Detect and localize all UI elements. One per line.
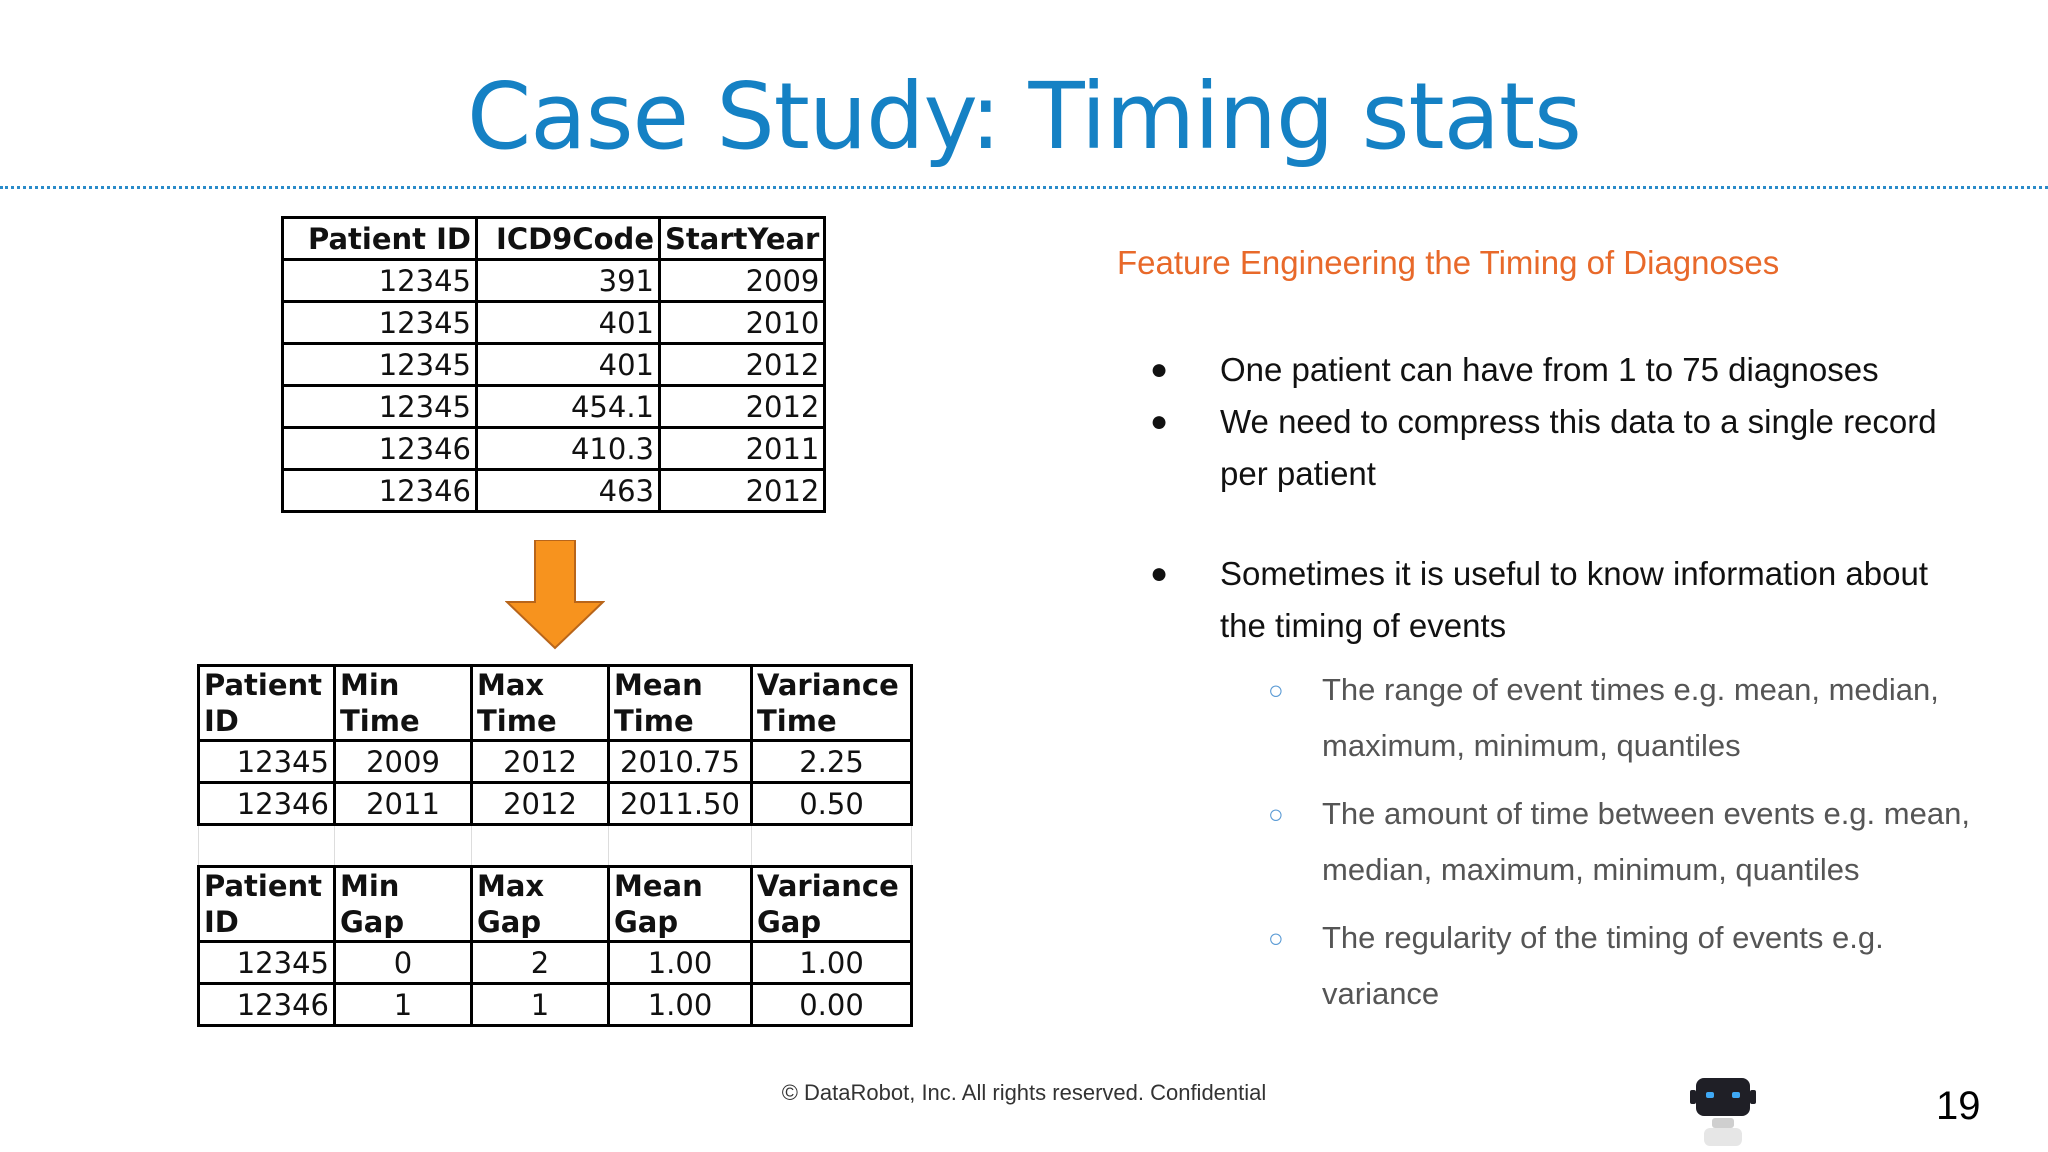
sub-bullet-text: variance [1322,976,1440,1011]
table-row [283,428,825,470]
table-cell: 1 [472,984,609,1026]
column-header: Min Gap [335,867,472,942]
table-cell: 2012 [660,386,825,428]
table-row [199,741,912,783]
column-header: Max Gap [472,867,609,942]
diagnoses-table [281,216,826,513]
table-header-row [199,867,912,942]
column-header: Variance Time [752,666,912,741]
title-divider [0,186,2048,189]
table-cell: 463 [477,470,660,512]
column-header: Min Time [335,666,472,741]
copyright-footer: © DataRobot, Inc. All rights reserved. Confidential [781,1080,1267,1105]
table-spacer-row [199,825,912,867]
table-cell: 12346 [199,783,335,825]
table-cell: 2009 [660,260,825,302]
table-row [199,783,912,825]
table-row [199,942,912,984]
table-cell: 12346 [199,984,335,1026]
column-header: Mean Time [609,666,752,741]
timing-stats-table [197,664,913,1027]
sub-bullet-text: maximum, minimum, quantiles [1322,728,1741,763]
bullet-icon: ● [1150,557,1169,590]
sub-bullet-text: median, maximum, minimum, quantiles [1322,852,1860,887]
table-cell: 0.50 [752,783,912,825]
section-subtitle: Feature Engineering the Timing of Diagnoses [1117,244,1780,281]
column-header: Patient ID [199,666,335,741]
slide-title: Case Study: Timing stats [466,63,1581,170]
table-cell: 12346 [283,470,477,512]
column-header: Patient ID [199,867,335,942]
table-cell: 2011 [660,428,825,470]
table-cell: 2010.75 [609,741,752,783]
table-cell: 12345 [283,344,477,386]
bullet-text: Sometimes it is useful to know information about [1220,555,1929,592]
table-cell: 0 [335,942,472,984]
table-cell: 2.25 [752,741,912,783]
table-header-row [199,666,912,741]
sub-bullet-icon: ○ [1268,675,1284,705]
table-cell: 12345 [199,942,335,984]
table-cell: 12346 [283,428,477,470]
bullet-text: the timing of events [1220,607,1507,644]
column-header: ICD9Code [477,218,660,260]
table-cell: 2009 [335,741,472,783]
table-cell: 1.00 [609,984,752,1026]
table-row [283,386,825,428]
table-cell: 12345 [199,741,335,783]
column-header: Patient ID [283,218,477,260]
bullet-icon: ● [1150,353,1169,386]
sub-bullet-text: The amount of time between events e.g. mean, [1322,796,1970,831]
table-cell: 2012 [472,783,609,825]
table-cell: 454.1 [477,386,660,428]
table-cell: 1 [335,984,472,1026]
column-header: Max Time [472,666,609,741]
down-arrow-icon [505,540,605,650]
table-cell: 12345 [283,302,477,344]
table-row [283,302,825,344]
table-cell: 12345 [283,386,477,428]
table-cell: 2011.50 [609,783,752,825]
sub-bullet-text: The range of event times e.g. mean, median, [1322,672,1939,707]
table-cell: 12345 [283,260,477,302]
table-header-row [283,218,825,260]
table-cell: 401 [477,344,660,386]
table-cell: 2011 [335,783,472,825]
table-cell: 401 [477,302,660,344]
bullet-icon: ● [1150,405,1169,438]
table-row [283,344,825,386]
bullet-text: per patient [1220,455,1376,492]
table-row [283,470,825,512]
table-cell: 0.00 [752,984,912,1026]
bullet-text: One patient can have from 1 to 75 diagnoses [1220,351,1879,388]
table-cell: 391 [477,260,660,302]
table-row [199,984,912,1026]
table-cell: 2012 [660,470,825,512]
table-row [283,260,825,302]
page-number: 19 [1936,1084,1981,1128]
column-header: StartYear [660,218,825,260]
sub-bullet-text: The regularity of the timing of events e.g. [1322,920,1884,955]
bullet-text: We need to compress this data to a single record [1220,403,1937,440]
table-cell: 410.3 [477,428,660,470]
sub-bullet-icon: ○ [1268,799,1284,829]
table-cell: 1.00 [609,942,752,984]
table-cell: 2012 [472,741,609,783]
column-header: Variance Gap [752,867,912,942]
table-cell: 1.00 [752,942,912,984]
column-header: Mean Gap [609,867,752,942]
table-cell: 2 [472,942,609,984]
table-cell: 2010 [660,302,825,344]
table-cell: 2012 [660,344,825,386]
sub-bullet-icon: ○ [1268,923,1284,953]
robot-logo-icon [1690,1076,1756,1152]
